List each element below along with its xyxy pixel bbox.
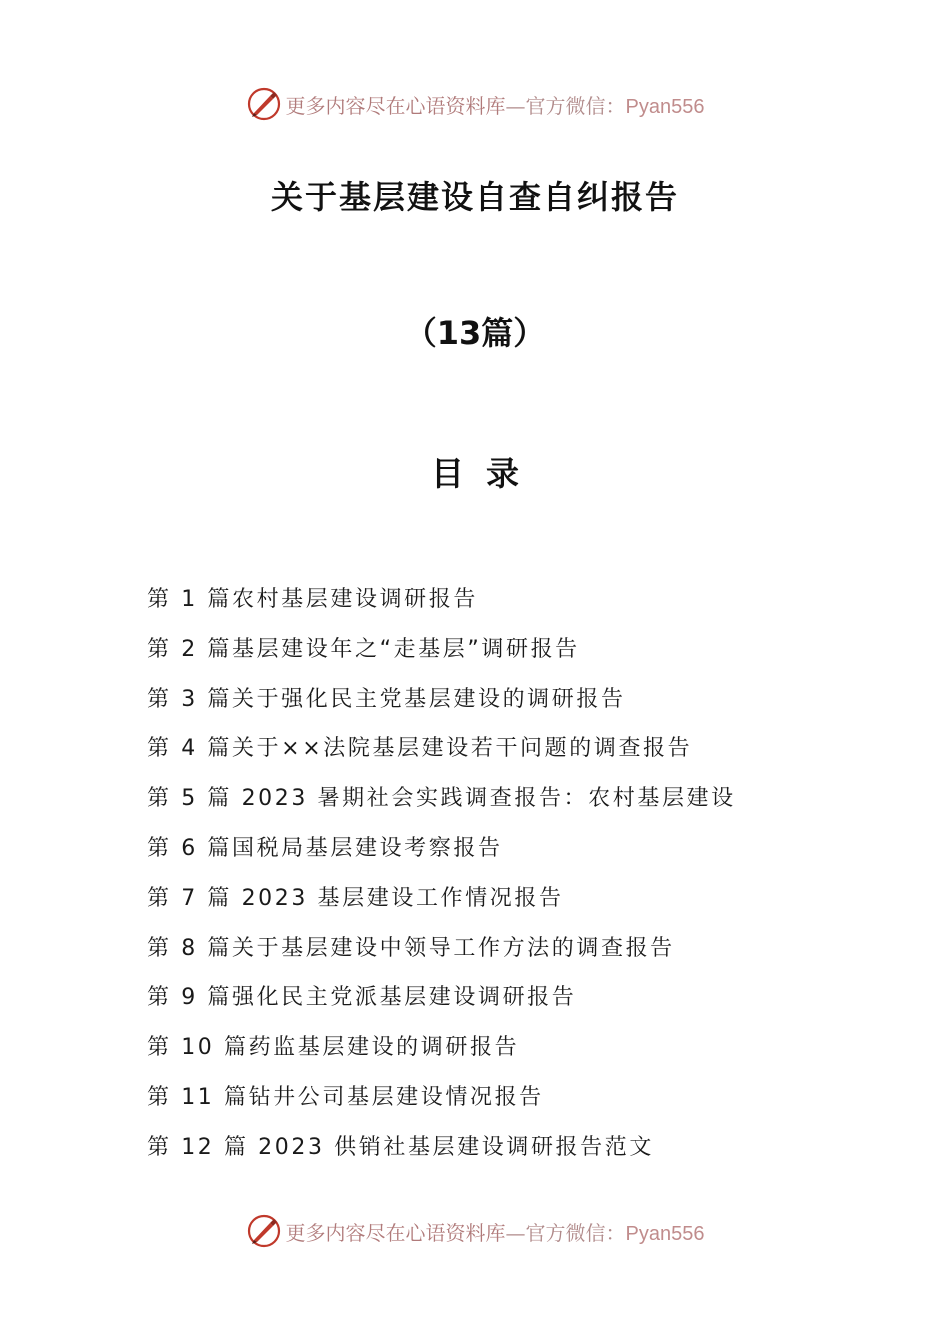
watermark-contact-id: Pyan556 [625, 1222, 705, 1245]
toc-item[interactable]: 第 6 篇国税局基层建设考察报告 [147, 835, 503, 861]
document-title: 关于基层建设自查自纠报告 [270, 178, 679, 216]
toc-item[interactable]: 第 10 篇药监基层建设的调研报告 [147, 1035, 520, 1061]
toc-heading: 目录 [431, 454, 541, 493]
toc-item[interactable]: 第 11 篇钻井公司基层建设情况报告 [147, 1084, 544, 1110]
pen-logo-icon [246, 1213, 282, 1249]
toc-item[interactable]: 第 2 篇基层建设年之“走基层”调研报告 [147, 636, 580, 662]
toc-item[interactable]: 第 8 篇关于基层建设中领导工作方法的调查报告 [147, 935, 675, 961]
watermark-site-name: 更多内容尽在心语资料库 [285, 93, 506, 118]
toc-item[interactable]: 第 9 篇强化民主党派基层建设调研报告 [147, 985, 577, 1011]
table-of-contents [147, 578, 867, 1176]
toc-item[interactable]: 第 12 篇 2023 供销社基层建设调研报告范文 [147, 1134, 654, 1160]
toc-item[interactable]: 第 4 篇关于××法院基层建设若干问题的调查报告 [147, 736, 693, 762]
watermark-text [286, 1217, 705, 1246]
watermark-contact-prefix: —官方微信： [505, 1220, 626, 1245]
pen-logo-icon [246, 86, 282, 122]
watermark-site-name: 更多内容尽在心语资料库 [285, 1220, 506, 1245]
footer-watermark [0, 1209, 950, 1253]
header-watermark [0, 82, 950, 126]
toc-item[interactable]: 第 3 篇关于强化民主党基层建设的调研报告 [147, 686, 626, 712]
document-count: （13篇） [404, 314, 546, 352]
watermark-text [286, 90, 705, 119]
toc-item[interactable]: 第 5 篇 2023 暑期社会实践调查报告：农村基层建设 [147, 786, 736, 812]
toc-item[interactable]: 第 7 篇 2023 基层建设工作情况报告 [147, 885, 564, 911]
watermark-contact-prefix: —官方微信： [505, 93, 626, 118]
watermark-contact-id: Pyan556 [625, 95, 705, 118]
toc-item[interactable]: 第 1 篇农村基层建设调研报告 [147, 587, 478, 612]
